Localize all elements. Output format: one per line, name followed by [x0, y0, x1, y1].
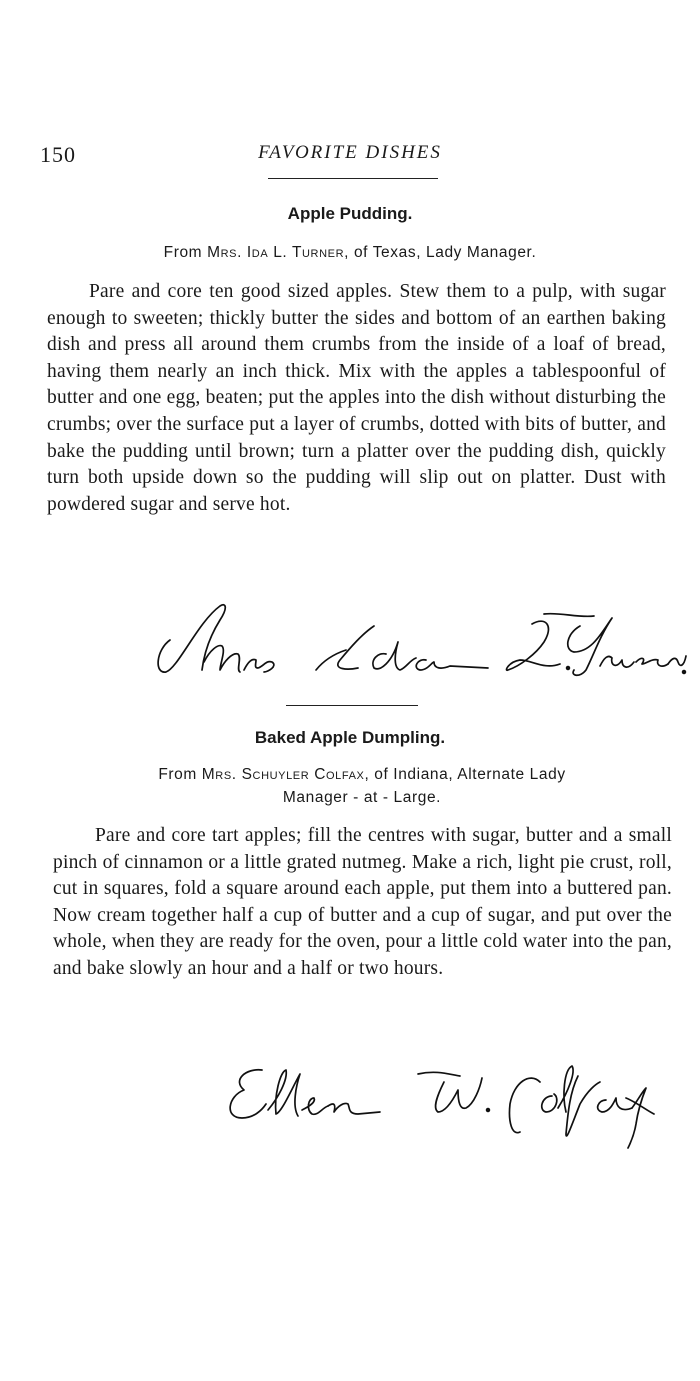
- attribution-name: Mrs. Ida L. Turner,: [207, 244, 350, 261]
- section-divider-rule: [286, 705, 418, 706]
- attribution-prefix: From: [163, 244, 208, 261]
- recipe-attribution: [60, 241, 640, 264]
- handwritten-signature: [222, 1052, 682, 1152]
- attribution-suffix: of Texas, Lady Manager.: [349, 244, 537, 261]
- recipe-attribution: [62, 763, 662, 809]
- attribution-name: Mrs. Schuyler Colfax,: [201, 766, 370, 783]
- page-number: 150: [40, 142, 76, 167]
- attribution-prefix: From: [158, 766, 202, 783]
- recipe-body: [53, 823, 672, 983]
- running-title: FAVORITE DISHES: [258, 142, 442, 163]
- recipe-title-apple-pudding: Apple Pudding.: [287, 204, 413, 223]
- recipe-title-baked-apple-dumpling: Baked Apple Dumpling.: [254, 728, 446, 747]
- attribution-suffix: of Indiana, Alternate Lady: [369, 766, 566, 783]
- recipe-text: Pare and core ten good sized apples. Stew them to a pulp, with sugar enough to sweeten; thickly butter the sides and bottom of an earthen baking dish and press all around them crumbs from the inside of a loaf of bread, having them nearly an inch thick. Mix with the apples a tablespoonful of butter and one egg, beaten; put the apples into the dish without disturbing the crumbs; over the surface put a layer of crumbs, dotted with bits of butter, and bake the pudding until brown; turn a platter over the pudding dish, quickly turn both upside down so the pudding will slip out on platter. Dust with powdered sugar and serve hot.: [47, 281, 666, 515]
- attribution-line-2: Manager - at - Large.: [282, 789, 442, 806]
- header-rule: [268, 178, 438, 179]
- recipe-text: Pare and core tart apples; fill the centres with sugar, butter and a small pinch of cinnamon or a little grated nutmeg. Make a rich, light pie crust, roll, cut in squares, fold a square around each apple, put them into a buttered pan. Now cream together half a cup of butter and a cup of sugar, and put over the whole, when they are ready for the oven, pour a little cold water into the pan, and bake slowly an hour and a half or two hours.: [53, 825, 672, 979]
- recipe-body: [47, 279, 666, 518]
- attribution-line-1: [62, 763, 662, 786]
- handwritten-signature: [148, 592, 688, 692]
